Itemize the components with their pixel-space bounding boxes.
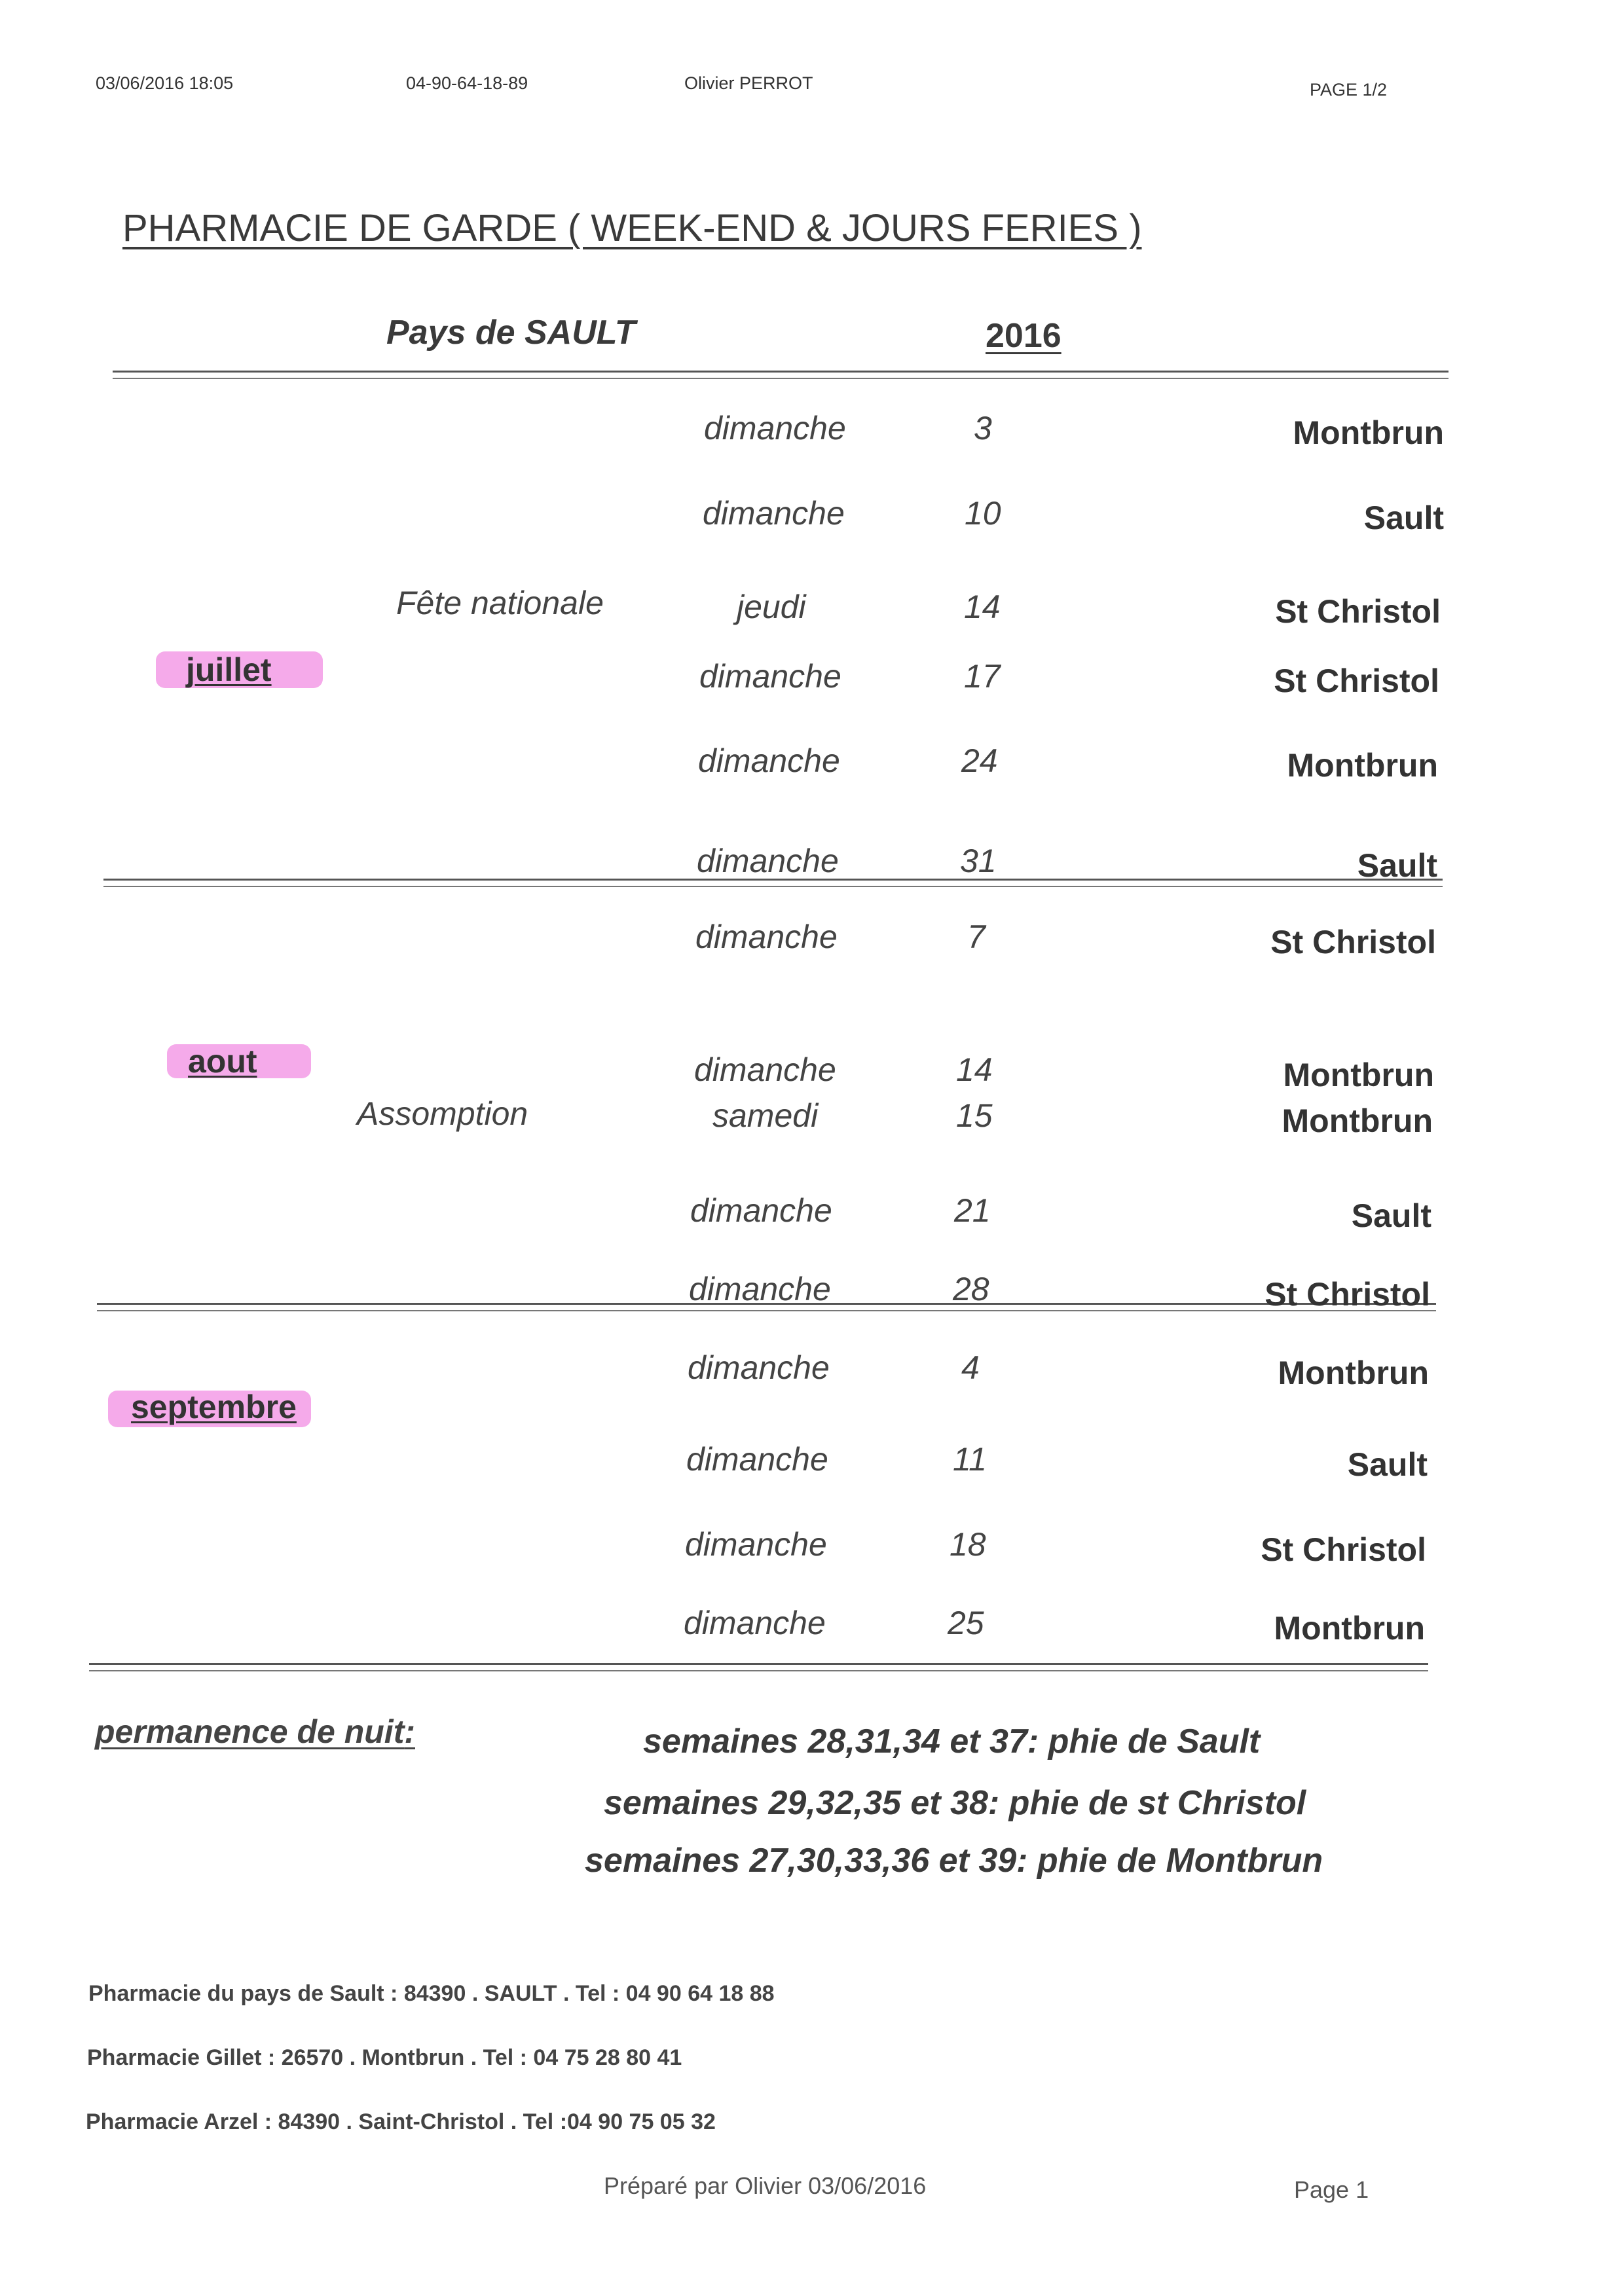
night-duty-label [95,1713,415,1751]
row-pharmacy: Sault [1357,847,1437,884]
row-pharmacy: Montbrun [1283,1057,1434,1093]
row-pharmacy: Sault [1363,500,1444,536]
section-rule-september [89,1663,1428,1671]
pharmacy-address: Pharmacie Gillet : 26570 . Montbrun . Tel : 04 75 28 80 41 [87,2045,682,2070]
pharmacy-address: Pharmacie du pays de Sault : 84390 . SAULT . Tel : 04 90 64 18 88 [88,1981,775,2006]
row-day: dimanche [686,1441,828,1478]
row-pharmacy: St Christol [1275,593,1441,630]
row-date: 25 [948,1605,984,1641]
month-aout: aout [188,1043,257,1080]
row-pharmacy: Montbrun [1278,1355,1429,1391]
row-date: 4 [961,1349,980,1386]
row-date: 7 [967,919,986,955]
row-day: dimanche [697,843,839,879]
row-pharmacy: St Christol [1261,1531,1426,1568]
event-label: Assomption [357,1095,528,1132]
night-duty-line: semaines 28,31,34 et 37: phie de Sault [643,1722,1261,1760]
row-pharmacy: Sault [1347,1446,1428,1483]
row-day: dimanche [688,1349,830,1386]
header-rule [113,371,1449,379]
footer-prepared-by: Préparé par Olivier 03/06/2016 [604,2172,927,2199]
row-day: dimanche [704,410,846,446]
row-day: dimanche [684,1605,826,1641]
row-pharmacy: Montbrun [1274,1610,1425,1647]
year-label: 2016 [986,317,1061,355]
row-pharmacy: Montbrun [1282,1102,1433,1139]
month-septembre: septembre [131,1389,297,1425]
region-label: Pays de SAULT [386,314,636,352]
row-pharmacy: Montbrun [1293,414,1444,451]
row-day: dimanche [694,1051,836,1088]
row-date: 31 [960,843,997,879]
row-pharmacy: Montbrun [1287,747,1438,784]
row-day: dimanche [703,495,845,532]
row-day: dimanche [695,919,838,955]
row-date: 15 [956,1097,993,1134]
row-date: 28 [953,1271,989,1307]
row-day: jeudi [737,589,806,625]
fax-sender-name: Olivier PERROT [684,73,813,93]
row-pharmacy: Sault [1351,1197,1431,1234]
night-duty-line: semaines 27,30,33,36 et 39: phie de Montbrun [585,1842,1323,1880]
fax-phone: 04-90-64-18-89 [406,73,528,93]
row-day: dimanche [685,1526,827,1563]
footer-page-number: Page 1 [1294,2176,1369,2203]
row-date: 18 [950,1526,986,1563]
row-date: 11 [953,1441,987,1478]
night-duty-colon: : [404,1713,415,1750]
row-date: 14 [956,1051,993,1088]
month-juillet: juillet [186,651,272,688]
row-day: dimanche [698,742,840,779]
row-pharmacy: St Christol [1270,924,1436,960]
row-day: dimanche [690,1192,832,1229]
event-label: Fête nationale [396,585,604,621]
row-date: 14 [964,589,1001,625]
row-date: 10 [965,495,1001,532]
row-date: 24 [961,742,998,779]
row-date: 21 [954,1192,991,1229]
row-date: 17 [964,658,1001,695]
row-day: dimanche [699,658,841,695]
page-title: PHARMACIE DE GARDE ( WEEK-END & JOURS FERIES ) [122,207,1142,249]
row-pharmacy: St Christol [1264,1276,1430,1313]
night-duty-label-text: permanence de nuit [95,1713,405,1750]
row-pharmacy: St Christol [1274,663,1439,699]
fax-page-number: PAGE 1/2 [1310,80,1388,100]
row-day: samedi [712,1097,819,1134]
night-duty-line: semaines 29,32,35 et 38: phie de st Christol [604,1784,1306,1822]
row-day: dimanche [689,1271,831,1307]
pharmacy-address: Pharmacie Arzel : 84390 . Saint-Christol . Tel :04 90 75 05 32 [86,2109,716,2134]
fax-datetime: 03/06/2016 18:05 [96,73,234,93]
row-date: 3 [974,410,992,446]
